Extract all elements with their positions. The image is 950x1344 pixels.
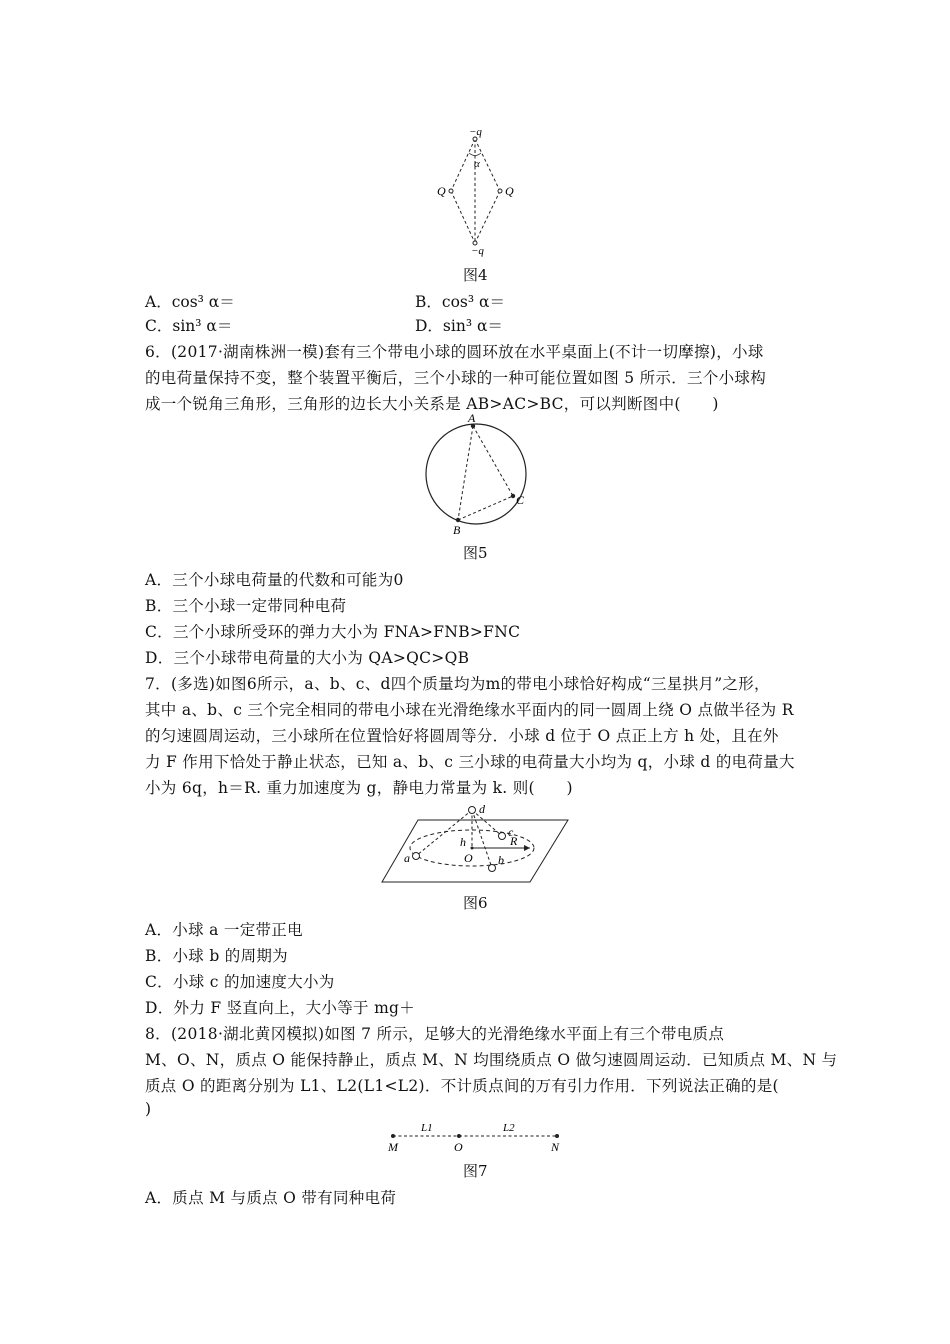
fig7-label-N: N: [551, 1140, 560, 1154]
fig5-label-C: C: [516, 493, 525, 507]
q5-option-d: D．sin³ α＝: [415, 317, 503, 335]
fig4-label-bottom-q: −q: [471, 245, 484, 257]
fig6-label-h: h: [460, 835, 466, 849]
q7-option-b: B．小球 b 的周期为: [145, 947, 288, 965]
q8-stem-line-3: 质点 O 的距离分别为 L1、L2(L1<L2)．不计质点间的万有引力作用．下列说法正确的是(: [145, 1077, 779, 1095]
q6-stem-line-3: 成一个锐角三角形，三角形的边长大小关系是 AB>AC>BC，可以判断图中( ): [145, 395, 719, 413]
fig4-label-top-q: −q: [469, 126, 482, 138]
q6-option-c: C．三个小球所受环的弹力大小为 FNA>FNB>FNC: [145, 623, 521, 641]
fig5-label-A: A: [468, 412, 476, 425]
q6-option-a: A．三个小球电荷量的代数和可能为0: [145, 571, 404, 589]
q5-option-b: B．cos³ α＝: [415, 293, 505, 311]
fig7-label-L2: L2: [503, 1122, 515, 1134]
figure-6: [380, 800, 570, 884]
fig6-label-a: a: [404, 851, 410, 865]
fig4-label-right-Q: Q: [505, 184, 514, 198]
fig6-label-O: O: [464, 851, 473, 865]
fig7-label-O: O: [454, 1140, 463, 1154]
q7-stem-line-3: 的匀速圆周运动，三小球所在位置恰好将圆周等分．小球 d 位于 O 点正上方 h 处，且在外: [145, 727, 779, 745]
q8-option-a: A．质点 M 与质点 O 带有同种电荷: [145, 1189, 397, 1207]
figure-5: [418, 412, 538, 537]
fig4-label-left-Q: Q: [437, 184, 446, 198]
q7-stem-line-5: 小为 6q，h＝R. 重力加速度为 g，静电力常量为 k. 则( ): [145, 779, 573, 797]
figure-6-caption: 图6: [463, 894, 488, 912]
q7-stem-line-1: 7．(多选)如图6所示，a、b、c、d四个质量均为m的带电小球恰好构成“三星拱月”之形，: [145, 675, 770, 693]
q7-stem-line-2: 其中 a、b、c 三个完全相同的带电小球在光滑绝缘水平面内的同一圆周上绕 O 点做半径为 R: [145, 701, 794, 719]
q6-stem-line-1: 6．(2017·湖南株洲一模)套有三个带电小球的圆环放在水平桌面上(不计一切摩擦)，小球: [145, 343, 764, 361]
q7-option-c: C．小球 c 的加速度大小为: [145, 973, 335, 991]
figure-4: [425, 125, 535, 260]
fig7-label-L1: L1: [421, 1122, 433, 1134]
figure-7-caption: 图7: [463, 1162, 488, 1180]
q8-stem-line-1: 8．(2018·湖北黄冈模拟)如图 7 所示，足够大的光滑绝缘水平面上有三个带电质点: [145, 1025, 725, 1043]
q5-option-a: A．cos³ α＝: [145, 293, 235, 311]
q6-option-b: B．三个小球一定带同种电荷: [145, 597, 347, 615]
q8-stem-line-4: ): [145, 1100, 152, 1118]
q7-option-d: D．外力 F 竖直向上，大小等于 mg＋: [145, 999, 416, 1017]
fig6-label-d: d: [479, 802, 485, 816]
q6-option-d: D．三个小球带电荷量的大小为 QA>QC>QB: [145, 649, 470, 667]
figure-7: [385, 1118, 575, 1156]
fig5-label-B: B: [453, 523, 461, 537]
fig6-label-R: R: [510, 834, 518, 848]
fig6-label-c: c: [508, 825, 514, 839]
figure-5-caption: 图5: [463, 544, 488, 562]
fig6-label-b: b: [498, 853, 504, 867]
q8-stem-line-2: M、O、N，质点 O 能保持静止，质点 M、N 均围绕质点 O 做匀速圆周运动．已知质点 M、N 与: [145, 1051, 838, 1069]
fig7-label-M: M: [388, 1140, 398, 1154]
figure-4-caption: 图4: [463, 266, 488, 284]
q7-option-a: A．小球 a 一定带正电: [145, 921, 303, 939]
q5-option-c: C．sin³ α＝: [145, 317, 233, 335]
q7-stem-line-4: 力 F 作用下恰处于静止状态，已知 a、b、c 三小球的电荷量大小均为 q，小球 d 的电荷量大: [145, 753, 795, 771]
q6-stem-line-2: 的电荷量保持不变，整个装置平衡后，三个小球的一种可能位置如图 5 所示．三个小球构: [145, 369, 767, 387]
fig4-label-alpha: α: [474, 158, 480, 170]
